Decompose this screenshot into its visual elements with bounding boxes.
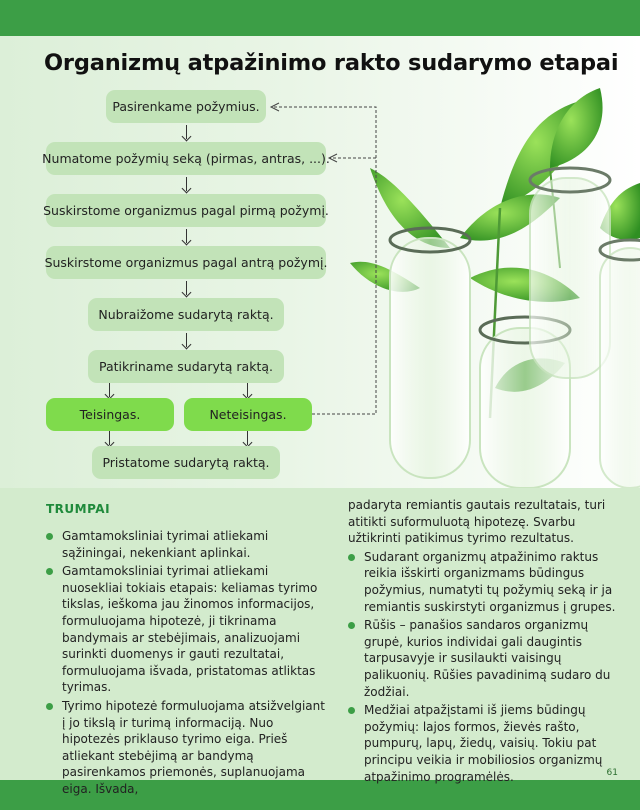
summary-item: Gamtamoksliniai tyrimai atliekami nuosekliai tokiais etapais: keliamas tyrimo tikslas, ieškoma jau žinomos informacijos, formuluojama hipotezė, ji tikrinama bandymais ar stebėjimais, analizuojami surinkti duomenys ir gauti rezultatai, formuluojama išvada, pristatomas atliktas tyrimas. — [46, 563, 328, 696]
arrow-down-icon — [105, 383, 115, 399]
step-check-key: Patikriname sudarytą raktą. — [88, 350, 284, 383]
arrow-down-icon — [105, 431, 115, 447]
summary-item: Tyrimo hipotezė formuluojama atsižvelgiant į jo tikslą ir turimą informaciją. Nuo hipotezės priklauso tyrimo eiga. Prieš atliekant stebėjimą ar bandymą pasirenkamos priemonės, suplanuojama eiga. Išvada, — [46, 698, 328, 798]
step-present-key: Pristatome sudarytą raktą. — [92, 446, 280, 479]
summary-right-column — [348, 497, 618, 787]
step-feature-order: Numatome požymių seką (pirmas, antras, ...). — [46, 142, 326, 175]
page-number: 61 — [606, 768, 618, 778]
summary-item-continuation: padaryta remiantis gautais rezultatais, turi atitikti suformuluotą hipotezę. Svarbu užtikrinti patikimus tyrimo rezultatus. — [348, 498, 606, 546]
plant-test-tubes-photo — [350, 88, 640, 488]
step-sort-second-feature: Suskirstome organizmus pagal antrą požymį. — [46, 246, 326, 279]
arrow-down-icon — [182, 125, 192, 141]
summary-item: Sudarant organizmų atpažinimo raktus reikia išskirti organizmams būdingus požymius, numatyti tų požymių seką ir ja remiantis suskirstyti organizmus į grupes. — [348, 549, 618, 615]
arrow-down-icon — [182, 229, 192, 245]
feedback-loop-dashed-arrow — [260, 96, 390, 426]
page-title: Organizmų atpažinimo rakto sudarymo etapai — [44, 50, 619, 76]
arrow-down-icon — [243, 431, 253, 447]
summary-item: Rūšis – panašios sandaros organizmų grupė, kurios individai gali daugintis tarpusavyje ir susilaukti vaisingų palikuonių. Rūšies pavadinimą sudaro du žodžiai. — [348, 617, 618, 700]
step-draw-key: Nubraižome sudarytą raktą. — [88, 298, 284, 331]
step-sort-first-feature: Suskirstome organizmus pagal pirmą požymį. — [46, 194, 326, 227]
summary-item: Gamtamoksliniai tyrimai atliekami sąžiningai, nekenkiant aplinkai. — [46, 528, 328, 561]
summary-left-column — [46, 528, 328, 800]
summary-item: Medžiai atpažįstami iš jiems būdingų požymių: lajos formos, žievės rašto, pumpurų, lapų, žiedų, vaisių. Tokiu pat principu veikia ir mobiliosios organizmų atpažinimo programėlės. — [348, 702, 618, 785]
arrow-down-icon — [182, 281, 192, 297]
arrow-down-icon — [182, 333, 192, 349]
arrow-down-icon — [243, 383, 253, 399]
top-green-band — [0, 0, 640, 36]
result-correct: Teisingas. — [46, 398, 174, 431]
step-choose-features: Pasirenkame požymius. — [106, 90, 266, 123]
arrow-down-icon — [182, 177, 192, 193]
summary-heading: TRUMPAI — [46, 502, 111, 516]
result-incorrect: Neteisingas. — [184, 398, 312, 431]
